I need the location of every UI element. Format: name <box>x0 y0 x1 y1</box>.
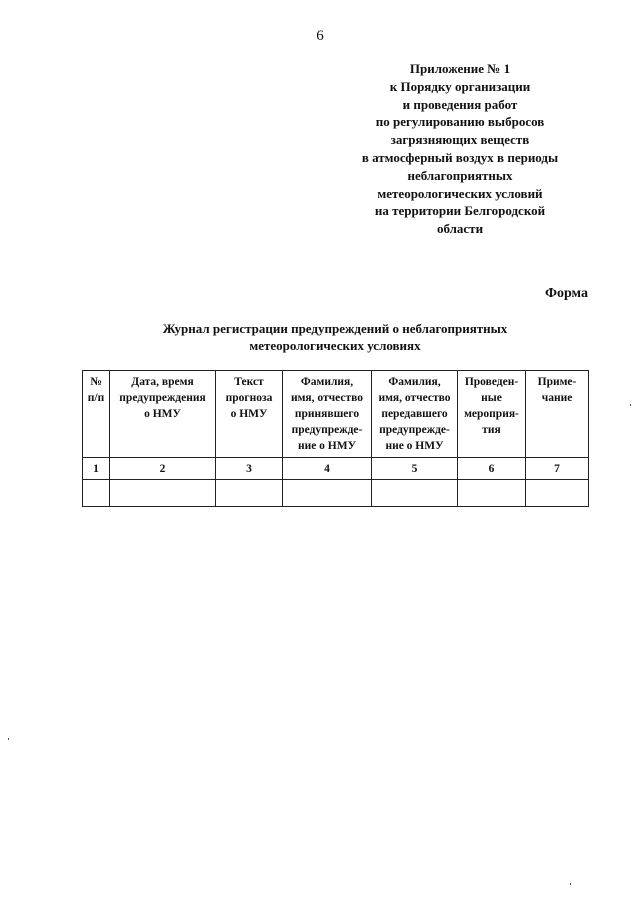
column-number: 6 <box>458 458 526 480</box>
scan-speck <box>570 883 571 885</box>
column-number: 1 <box>83 458 110 480</box>
column-header-forecast-text <box>216 371 283 458</box>
column-number: 4 <box>283 458 372 480</box>
header-line: передавшего <box>381 408 448 420</box>
header-line: № <box>90 376 102 388</box>
column-number: 5 <box>372 458 458 480</box>
table-cell <box>110 480 216 507</box>
header-line: Проведен- <box>464 376 519 388</box>
journal-title <box>60 320 610 354</box>
header-line: предупрежде- <box>291 424 363 436</box>
header-line: имя, отчество <box>378 392 451 404</box>
header-line: предупрежде- <box>379 424 450 436</box>
table-cell <box>526 480 589 507</box>
column-header-receiver <box>283 371 372 458</box>
appendix-line: Приложение № 1 <box>409 61 511 76</box>
appendix-line: по регулированию выбросов <box>375 114 545 130</box>
table-cell <box>216 480 283 507</box>
header-line: ние о НМУ <box>297 440 357 452</box>
column-number: 3 <box>216 458 283 480</box>
column-numbers-row <box>83 458 589 480</box>
table-cell <box>83 480 110 507</box>
column-number: 7 <box>526 458 589 480</box>
header-line: принявшего <box>294 408 360 420</box>
header-line: о НМУ <box>230 408 268 420</box>
appendix-line: метеорологических условий <box>377 185 543 201</box>
page-number: 6 <box>316 28 324 44</box>
appendix-line: и проведения работ <box>402 96 518 112</box>
appendix-line: к Порядку организации <box>389 78 531 94</box>
scan-speck <box>8 738 9 740</box>
scan-speck <box>630 404 631 406</box>
header-line: Текст <box>234 376 264 388</box>
column-header-note <box>526 371 589 458</box>
header-line: п/п <box>87 392 105 404</box>
appendix-line: загрязняющих веществ <box>390 132 530 148</box>
appendix-line: неблагоприятных <box>407 167 513 183</box>
table-cell <box>372 480 458 507</box>
appendix-line: области <box>436 221 484 237</box>
appendix-line: на территории Белгородской <box>374 203 546 219</box>
header-line: Приме- <box>537 376 577 388</box>
appendix-line: в атмосферный воздух в периоды <box>361 149 559 165</box>
header-line: о НМУ <box>144 408 181 420</box>
header-line: мероприя- <box>464 408 519 420</box>
journal-title-line: метеорологических условиях <box>249 338 421 353</box>
header-line: ние о НМУ <box>385 440 444 452</box>
header-line: чание <box>541 392 573 404</box>
column-header-datetime <box>110 371 216 458</box>
column-header-measures <box>458 371 526 458</box>
empty-entry-row <box>83 480 589 507</box>
header-line: прогноза <box>225 392 273 404</box>
header-line: имя, отчество <box>290 392 364 404</box>
header-line: Фамилия, <box>388 376 441 388</box>
column-number: 2 <box>110 458 216 480</box>
table-header-row <box>83 371 589 458</box>
header-line: предупреждения <box>119 392 206 404</box>
header-line: Фамилия, <box>300 376 354 388</box>
table-cell <box>283 480 372 507</box>
appendix-heading <box>335 60 585 238</box>
journal-title-line: Журнал регистрации предупреждений о неблагоприятных <box>162 321 508 336</box>
header-line: ные <box>481 392 502 404</box>
header-line: тия <box>482 424 501 436</box>
column-header-number <box>83 371 110 458</box>
form-label: Форма <box>544 286 588 301</box>
header-line: Дата, время <box>131 376 194 388</box>
column-header-sender <box>372 371 458 458</box>
table-cell <box>458 480 526 507</box>
journal-table <box>82 370 589 507</box>
